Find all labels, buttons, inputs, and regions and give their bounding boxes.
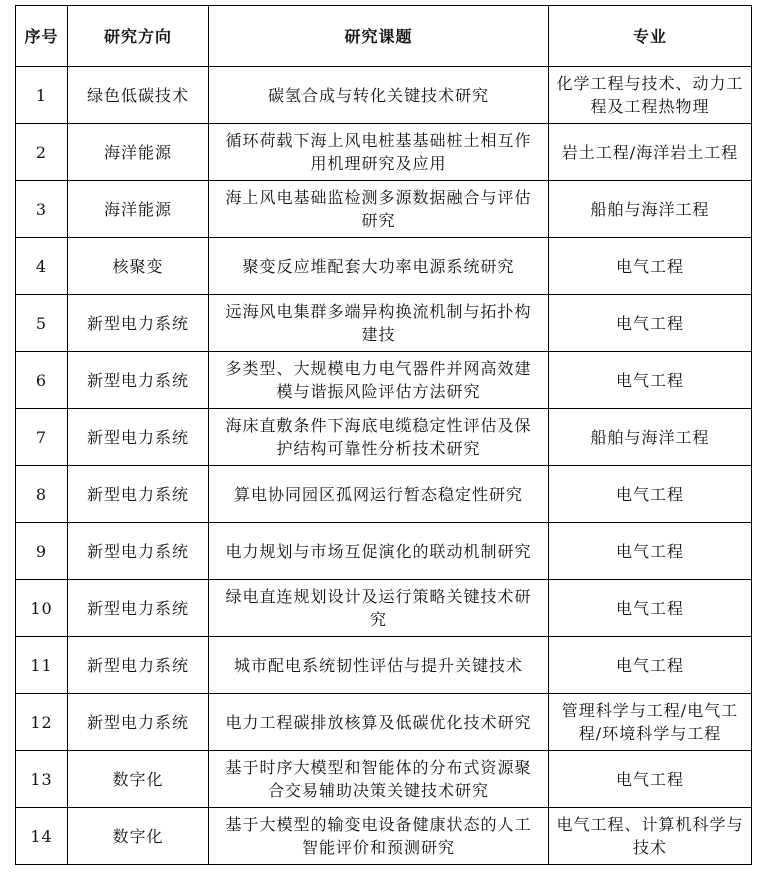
- cell-topic: 海上风电基础监检测多源数据融合与评估研究: [209, 181, 549, 238]
- table-row: [16, 295, 752, 352]
- cell-direction: 海洋能源: [68, 181, 209, 238]
- table-row: [16, 352, 752, 409]
- header-seq: [16, 6, 68, 67]
- cell-direction: 数字化: [68, 751, 209, 808]
- cell-seq: 6: [16, 352, 68, 409]
- header-direction-label: 研究方向: [103, 26, 172, 46]
- cell-seq: 9: [16, 523, 68, 580]
- cell-major: 管理科学与工程/电气工程/环境科学与工程: [549, 694, 752, 751]
- table-row: [16, 808, 752, 865]
- cell-seq: 7: [16, 409, 68, 466]
- cell-major: 电气工程: [549, 295, 752, 352]
- cell-direction: 新型电力系统: [68, 352, 209, 409]
- table-row: [16, 238, 752, 295]
- cell-seq: 1: [16, 67, 68, 124]
- cell-topic: 基于时序大模型和智能体的分布式资源聚合交易辅助决策关键技术研究: [209, 751, 549, 808]
- cell-seq: 10: [16, 580, 68, 637]
- table-row: [16, 181, 752, 238]
- table-row: [16, 580, 752, 637]
- cell-major: 化学工程与技术、动力工程及工程热物理: [549, 67, 752, 124]
- cell-direction: 绿色低碳技术: [68, 67, 209, 124]
- table-row: [16, 637, 752, 694]
- table-row: [16, 694, 752, 751]
- cell-topic: 循环荷载下海上风电桩基基础桩土相互作用机理研究及应用: [209, 124, 549, 181]
- cell-major: 电气工程: [549, 523, 752, 580]
- table-row: [16, 523, 752, 580]
- cell-direction: 数字化: [68, 808, 209, 865]
- cell-major: 岩土工程/海洋岩土工程: [549, 124, 752, 181]
- cell-seq: 5: [16, 295, 68, 352]
- header-topic-label: 研究课题: [344, 26, 413, 46]
- cell-major: 电气工程、计算机科学与技术: [549, 808, 752, 865]
- cell-major: 电气工程: [549, 466, 752, 523]
- table-row: [16, 67, 752, 124]
- cell-direction: 海洋能源: [68, 124, 209, 181]
- cell-direction: 新型电力系统: [68, 637, 209, 694]
- table-row: [16, 409, 752, 466]
- cell-topic: 城市配电系统韧性评估与提升关键技术: [209, 637, 549, 694]
- cell-direction: 新型电力系统: [68, 523, 209, 580]
- cell-topic: 基于大模型的输变电设备健康状态的人工智能评价和预测研究: [209, 808, 549, 865]
- table-row: [16, 124, 752, 181]
- cell-topic: 绿电直连规划设计及运行策略关键技术研究: [209, 580, 549, 637]
- cell-topic: 海床直敷条件下海底电缆稳定性评估及保护结构可靠性分析技术研究: [209, 409, 549, 466]
- table-row: [16, 466, 752, 523]
- cell-major: 电气工程: [549, 637, 752, 694]
- table-row: [16, 751, 752, 808]
- header-major: [549, 6, 752, 67]
- cell-seq: 2: [16, 124, 68, 181]
- cell-seq: 3: [16, 181, 68, 238]
- cell-direction: 新型电力系统: [68, 694, 209, 751]
- cell-major: 船舶与海洋工程: [549, 181, 752, 238]
- cell-direction: 新型电力系统: [68, 580, 209, 637]
- cell-topic: 电力规划与市场互促演化的联动机制研究: [209, 523, 549, 580]
- cell-major: 电气工程: [549, 352, 752, 409]
- header-major-label: 专业: [632, 26, 667, 46]
- cell-topic: 远海风电集群多端异构换流机制与拓扑构建技: [209, 295, 549, 352]
- cell-major: 电气工程: [549, 751, 752, 808]
- cell-major: 电气工程: [549, 238, 752, 295]
- header-seq-label: 序号: [24, 26, 59, 46]
- table-header-row: [16, 6, 752, 67]
- cell-seq: 12: [16, 694, 68, 751]
- cell-direction: 新型电力系统: [68, 466, 209, 523]
- cell-topic: 电力工程碳排放核算及低碳优化技术研究: [209, 694, 549, 751]
- table-body: [16, 67, 752, 865]
- cell-major: 船舶与海洋工程: [549, 409, 752, 466]
- cell-topic: 多类型、大规模电力电气器件并网高效建模与谐振风险评估方法研究: [209, 352, 549, 409]
- cell-direction: 新型电力系统: [68, 295, 209, 352]
- cell-topic: 碳氢合成与转化关键技术研究: [209, 67, 549, 124]
- cell-seq: 14: [16, 808, 68, 865]
- cell-topic: 聚变反应堆配套大功率电源系统研究: [209, 238, 549, 295]
- cell-topic: 算电协同园区孤网运行暂态稳定性研究: [209, 466, 549, 523]
- cell-major: 电气工程: [549, 580, 752, 637]
- cell-seq: 4: [16, 238, 68, 295]
- cell-seq: 8: [16, 466, 68, 523]
- research-topics-table: [15, 5, 752, 865]
- cell-direction: 新型电力系统: [68, 409, 209, 466]
- cell-direction: 核聚变: [68, 238, 209, 295]
- cell-seq: 13: [16, 751, 68, 808]
- header-topic: [209, 6, 549, 67]
- header-direction: [68, 6, 209, 67]
- cell-seq: 11: [16, 637, 68, 694]
